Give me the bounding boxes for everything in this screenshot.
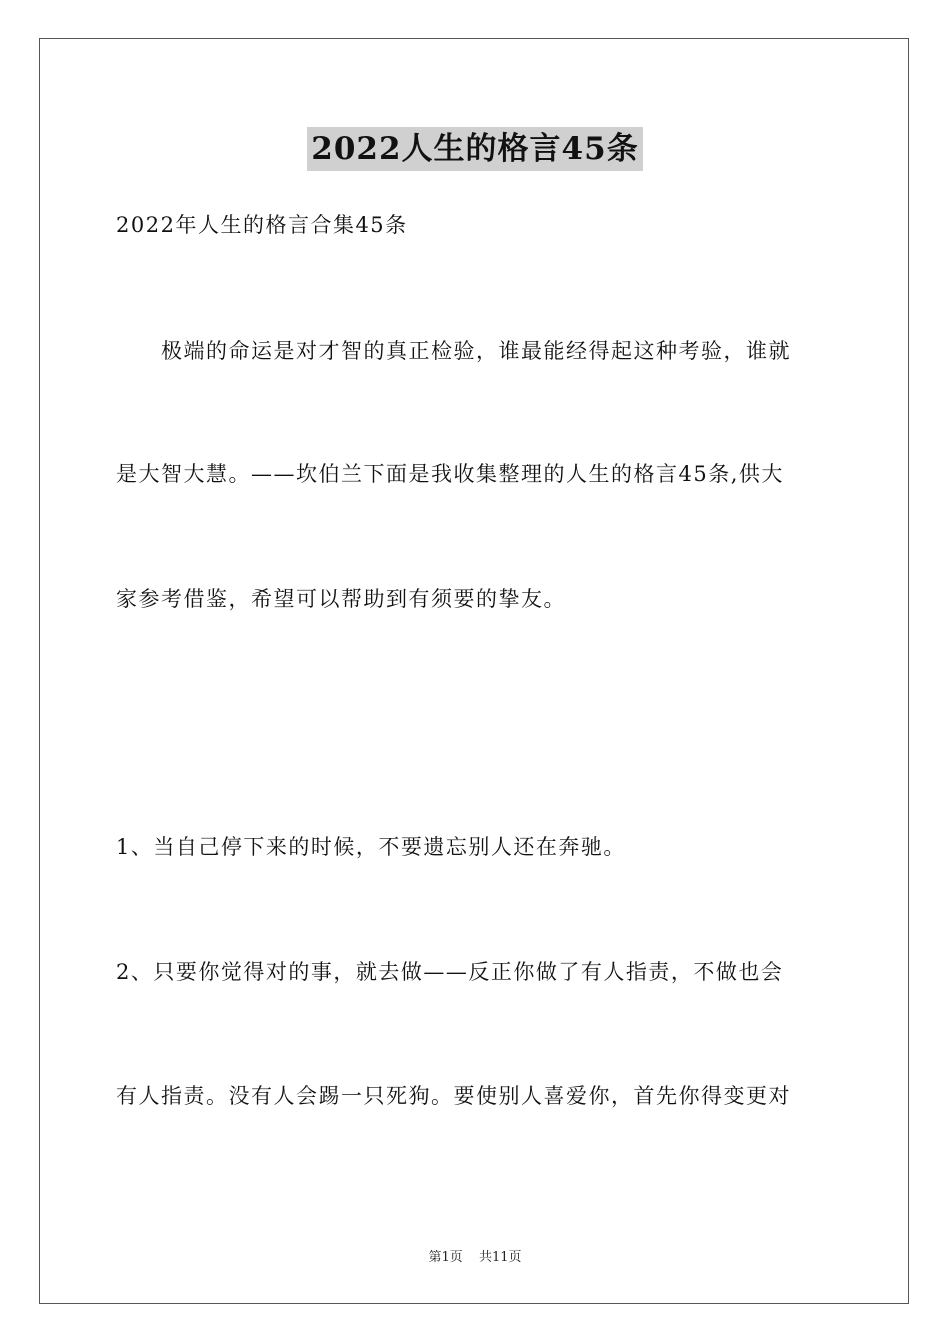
title-container <box>0 127 950 171</box>
body-line-1: 极端的命运是对才智的真正检验，谁最能经得起这种考验，谁就 <box>116 339 791 363</box>
body-line-6: 有人指责。没有人会踢一只死狗。要使别人喜爱你，首先你得变更对 <box>116 1084 791 1108</box>
page-footer <box>0 1246 950 1265</box>
subtitle: 2022年人生的格言合集45条 <box>116 213 408 237</box>
body-line-5: 2、只要你觉得对的事，就去做——反正你做了有人指责，不做也会 <box>116 960 784 984</box>
page-number: 第1页 <box>428 1250 463 1265</box>
page-total: 共11页 <box>478 1250 522 1265</box>
body-line-3: 家参考借鉴，希望可以帮助到有须要的挚友。 <box>116 587 566 611</box>
body-line-2: 是大智大慧。——坎伯兰下面是我收集整理的人生的格言45条,供大 <box>116 462 784 486</box>
document-title: 2022人生的格言45条 <box>307 127 642 171</box>
body-line-4: 1、当自己停下来的时候，不要遗忘别人还在奔驰。 <box>116 835 626 859</box>
